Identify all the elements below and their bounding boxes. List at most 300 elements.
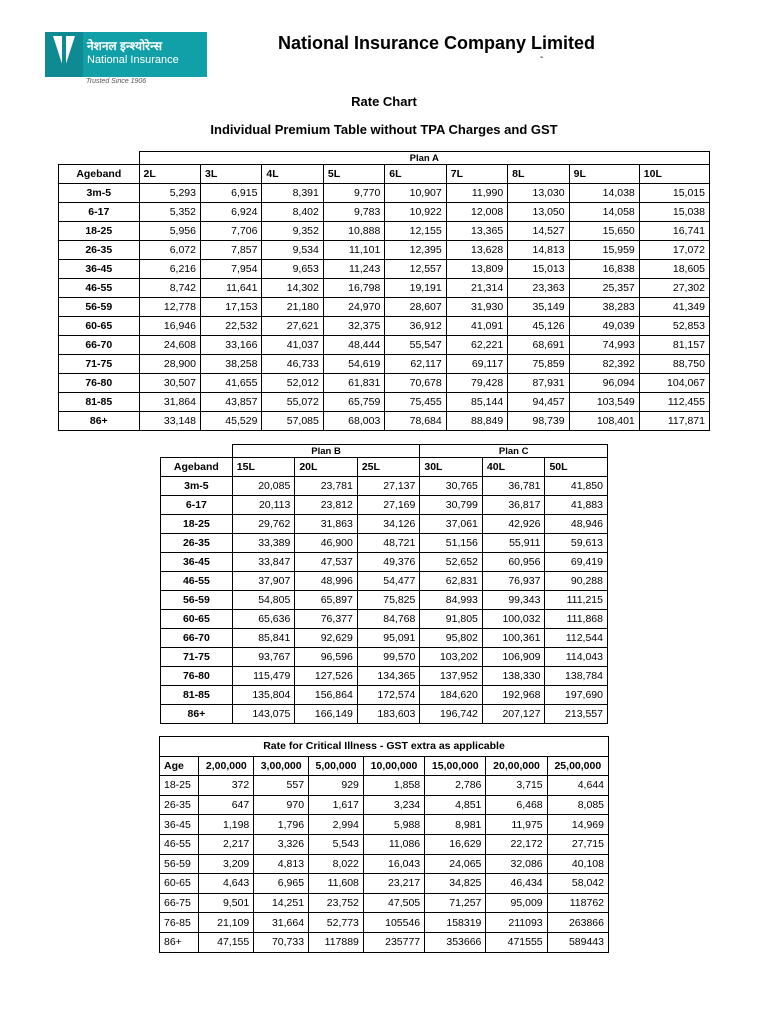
age-cell: 26-35 bbox=[160, 795, 199, 815]
premium-cell: 263866 bbox=[547, 913, 608, 933]
premium-cell: 103,549 bbox=[569, 393, 639, 412]
premium-cell: 98,739 bbox=[508, 412, 569, 431]
premium-cell: 9,534 bbox=[262, 241, 323, 260]
premium-cell: 10,888 bbox=[323, 222, 384, 241]
premium-cell: 557 bbox=[254, 776, 309, 796]
table-row bbox=[161, 629, 608, 648]
table-row bbox=[161, 572, 608, 591]
premium-cell: 14,527 bbox=[508, 222, 569, 241]
premium-cell: 52,652 bbox=[420, 553, 483, 572]
premium-cell: 45,126 bbox=[508, 317, 569, 336]
column-header: 20,00,000 bbox=[486, 756, 547, 776]
premium-cell: 1,796 bbox=[254, 815, 309, 835]
premium-cell: 96,596 bbox=[295, 648, 358, 667]
premium-cell: 19,191 bbox=[385, 279, 446, 298]
premium-cell: 25,357 bbox=[569, 279, 639, 298]
premium-cell: 143,075 bbox=[232, 705, 295, 724]
premium-cell: 87,931 bbox=[508, 374, 569, 393]
premium-cell: 12,395 bbox=[385, 241, 446, 260]
column-header: 20L bbox=[295, 458, 358, 477]
table-row bbox=[59, 203, 710, 222]
table-row bbox=[59, 298, 710, 317]
premium-cell: 118762 bbox=[547, 893, 608, 913]
premium-cell: 166,149 bbox=[295, 705, 358, 724]
premium-cell: 33,148 bbox=[139, 412, 200, 431]
age-cell: 60-65 bbox=[161, 610, 233, 629]
premium-cell: 5,543 bbox=[309, 834, 364, 854]
premium-cell: 105546 bbox=[363, 913, 424, 933]
premium-cell: 96,094 bbox=[569, 374, 639, 393]
premium-cell: 184,620 bbox=[420, 686, 483, 705]
premium-cell: 31,864 bbox=[139, 393, 200, 412]
premium-cell: 103,202 bbox=[420, 648, 483, 667]
premium-cell: 46,434 bbox=[486, 874, 547, 894]
table-row bbox=[161, 648, 608, 667]
premium-cell: 235777 bbox=[363, 932, 424, 952]
premium-cell: 8,022 bbox=[309, 854, 364, 874]
premium-cell: 41,091 bbox=[446, 317, 507, 336]
premium-cell: 16,838 bbox=[569, 260, 639, 279]
premium-cell: 21,180 bbox=[262, 298, 323, 317]
premium-cell: 38,283 bbox=[569, 298, 639, 317]
table-row bbox=[160, 874, 609, 894]
age-cell: 60-65 bbox=[160, 874, 199, 894]
premium-cell: 6,965 bbox=[254, 874, 309, 894]
premium-cell: 57,085 bbox=[262, 412, 323, 431]
premium-cell: 85,144 bbox=[446, 393, 507, 412]
table-row bbox=[161, 667, 608, 686]
premium-cell: 47,537 bbox=[295, 553, 358, 572]
premium-cell: 3,715 bbox=[486, 776, 547, 796]
premium-cell: 5,988 bbox=[363, 815, 424, 835]
premium-cell: 69,419 bbox=[545, 553, 608, 572]
age-cell: 26-35 bbox=[59, 241, 140, 260]
premium-cell: 2,786 bbox=[425, 776, 486, 796]
premium-cell: 76,377 bbox=[295, 610, 358, 629]
premium-cell: 7,706 bbox=[200, 222, 261, 241]
premium-cell: 17,072 bbox=[639, 241, 709, 260]
column-header: 3L bbox=[200, 165, 261, 184]
premium-cell: 8,742 bbox=[139, 279, 200, 298]
age-cell: 76-85 bbox=[160, 913, 199, 933]
premium-cell: 62,117 bbox=[385, 355, 446, 374]
table-row bbox=[160, 932, 609, 952]
premium-cell: 34,825 bbox=[425, 874, 486, 894]
premium-cell: 11,243 bbox=[323, 260, 384, 279]
premium-cell: 3,209 bbox=[199, 854, 254, 874]
premium-cell: 12,557 bbox=[385, 260, 446, 279]
premium-cell: 16,741 bbox=[639, 222, 709, 241]
premium-cell: 23,217 bbox=[363, 874, 424, 894]
premium-cell: 54,477 bbox=[357, 572, 420, 591]
premium-cell: 49,376 bbox=[357, 553, 420, 572]
age-cell: 6-17 bbox=[161, 496, 233, 515]
plan-b-header: Plan B bbox=[232, 445, 420, 458]
premium-cell: 27,169 bbox=[357, 496, 420, 515]
table-row bbox=[59, 412, 710, 431]
table-row bbox=[161, 515, 608, 534]
premium-cell: 38,258 bbox=[200, 355, 261, 374]
premium-cell: 24,608 bbox=[139, 336, 200, 355]
premium-cell: 23,363 bbox=[508, 279, 569, 298]
premium-cell: 14,251 bbox=[254, 893, 309, 913]
age-cell: 81-85 bbox=[161, 686, 233, 705]
age-cell: 86+ bbox=[160, 932, 199, 952]
premium-cell: 65,636 bbox=[232, 610, 295, 629]
age-cell: 56-59 bbox=[160, 854, 199, 874]
premium-cell: 31,664 bbox=[254, 913, 309, 933]
premium-cell: 6,216 bbox=[139, 260, 200, 279]
premium-cell: 192,968 bbox=[482, 686, 545, 705]
age-cell: 18-25 bbox=[161, 515, 233, 534]
age-cell: 3m-5 bbox=[161, 477, 233, 496]
logo-emblem-icon bbox=[45, 32, 83, 77]
table-row bbox=[160, 834, 609, 854]
premium-cell: 196,742 bbox=[420, 705, 483, 724]
plan-a-header: Plan A bbox=[139, 152, 709, 165]
premium-cell: 33,389 bbox=[232, 534, 295, 553]
premium-cell: 58,042 bbox=[547, 874, 608, 894]
table-row bbox=[161, 610, 608, 629]
premium-cell: 213,557 bbox=[545, 705, 608, 724]
premium-cell: 75,825 bbox=[357, 591, 420, 610]
column-header: 6L bbox=[385, 165, 446, 184]
column-header: 2,00,000 bbox=[199, 756, 254, 776]
age-cell: 18-25 bbox=[59, 222, 140, 241]
premium-cell: 36,781 bbox=[482, 477, 545, 496]
age-cell: 26-35 bbox=[161, 534, 233, 553]
column-header: 50L bbox=[545, 458, 608, 477]
column-header: 40L bbox=[482, 458, 545, 477]
premium-cell: 28,900 bbox=[139, 355, 200, 374]
table-row bbox=[161, 534, 608, 553]
premium-cell: 1,198 bbox=[199, 815, 254, 835]
column-header: 10,00,000 bbox=[363, 756, 424, 776]
premium-cell: 84,768 bbox=[357, 610, 420, 629]
premium-cell: 47,155 bbox=[199, 932, 254, 952]
premium-cell: 4,644 bbox=[547, 776, 608, 796]
table-row bbox=[59, 374, 710, 393]
premium-cell: 21,314 bbox=[446, 279, 507, 298]
premium-cell: 158319 bbox=[425, 913, 486, 933]
premium-cell: 1,858 bbox=[363, 776, 424, 796]
premium-cell: 88,849 bbox=[446, 412, 507, 431]
age-cell: 76-80 bbox=[161, 667, 233, 686]
premium-cell: 9,501 bbox=[199, 893, 254, 913]
age-cell: 46-55 bbox=[59, 279, 140, 298]
company-name: National Insurance Company Limited bbox=[278, 33, 596, 53]
table-row bbox=[160, 913, 609, 933]
column-header: 3,00,000 bbox=[254, 756, 309, 776]
table-row bbox=[59, 355, 710, 374]
premium-cell: 14,038 bbox=[569, 184, 639, 203]
premium-cell: 15,650 bbox=[569, 222, 639, 241]
premium-cell: 99,570 bbox=[357, 648, 420, 667]
premium-cell: 90,288 bbox=[545, 572, 608, 591]
premium-cell: 36,817 bbox=[482, 496, 545, 515]
premium-cell: 23,812 bbox=[295, 496, 358, 515]
premium-cell: 100,361 bbox=[482, 629, 545, 648]
premium-cell: 27,137 bbox=[357, 477, 420, 496]
column-header: 15,00,000 bbox=[425, 756, 486, 776]
premium-cell: 183,603 bbox=[357, 705, 420, 724]
premium-cell: 30,507 bbox=[139, 374, 200, 393]
age-cell: 66-75 bbox=[160, 893, 199, 913]
table-row bbox=[59, 279, 710, 298]
premium-cell: 47,505 bbox=[363, 893, 424, 913]
premium-cell: 11,086 bbox=[363, 834, 424, 854]
premium-cell: 48,444 bbox=[323, 336, 384, 355]
premium-cell: 15,015 bbox=[639, 184, 709, 203]
premium-cell: 3,326 bbox=[254, 834, 309, 854]
premium-cell: 43,857 bbox=[200, 393, 261, 412]
premium-cell: 92,629 bbox=[295, 629, 358, 648]
premium-cell: 95,091 bbox=[357, 629, 420, 648]
premium-cell: 41,883 bbox=[545, 496, 608, 515]
premium-cell: 14,058 bbox=[569, 203, 639, 222]
column-header: 5,00,000 bbox=[309, 756, 364, 776]
premium-cell: 6,924 bbox=[200, 203, 261, 222]
premium-cell: 100,032 bbox=[482, 610, 545, 629]
premium-cell: 18,605 bbox=[639, 260, 709, 279]
premium-cell: 27,715 bbox=[547, 834, 608, 854]
table-row bbox=[59, 260, 710, 279]
premium-cell: 99,343 bbox=[482, 591, 545, 610]
premium-cell: 16,043 bbox=[363, 854, 424, 874]
column-header: 30L bbox=[420, 458, 483, 477]
premium-cell: 32,375 bbox=[323, 317, 384, 336]
premium-cell: 55,547 bbox=[385, 336, 446, 355]
premium-cell: 137,952 bbox=[420, 667, 483, 686]
premium-cell: 41,349 bbox=[639, 298, 709, 317]
premium-cell: 372 bbox=[199, 776, 254, 796]
premium-cell: 49,039 bbox=[569, 317, 639, 336]
premium-cell: 54,619 bbox=[323, 355, 384, 374]
age-cell: 76-80 bbox=[59, 374, 140, 393]
premium-cell: 4,851 bbox=[425, 795, 486, 815]
premium-cell: 15,038 bbox=[639, 203, 709, 222]
premium-cell: 30,765 bbox=[420, 477, 483, 496]
premium-cell: 8,402 bbox=[262, 203, 323, 222]
premium-cell: 13,628 bbox=[446, 241, 507, 260]
column-header: 2L bbox=[139, 165, 200, 184]
premium-cell: 76,937 bbox=[482, 572, 545, 591]
premium-cell: 2,994 bbox=[309, 815, 364, 835]
premium-cell: 9,770 bbox=[323, 184, 384, 203]
column-header: 4L bbox=[262, 165, 323, 184]
premium-cell: 27,302 bbox=[639, 279, 709, 298]
premium-cell: 135,804 bbox=[232, 686, 295, 705]
premium-cell: 41,850 bbox=[545, 477, 608, 496]
premium-cell: 52,853 bbox=[639, 317, 709, 336]
premium-cell: 2,217 bbox=[199, 834, 254, 854]
table-row bbox=[160, 893, 609, 913]
premium-cell: 5,956 bbox=[139, 222, 200, 241]
premium-cell: 5,352 bbox=[139, 203, 200, 222]
table-row bbox=[161, 553, 608, 572]
premium-cell: 46,900 bbox=[295, 534, 358, 553]
premium-cell: 70,733 bbox=[254, 932, 309, 952]
premium-cell: 42,926 bbox=[482, 515, 545, 534]
plan-c-header: Plan C bbox=[420, 445, 608, 458]
premium-cell: 37,907 bbox=[232, 572, 295, 591]
age-cell: 71-75 bbox=[161, 648, 233, 667]
premium-cell: 108,401 bbox=[569, 412, 639, 431]
table-row bbox=[161, 477, 608, 496]
premium-cell: 52,012 bbox=[262, 374, 323, 393]
premium-cell: 12,778 bbox=[139, 298, 200, 317]
premium-cell: 6,468 bbox=[486, 795, 547, 815]
table-row bbox=[161, 496, 608, 515]
logo-tagline: Trusted Since 1906 bbox=[86, 78, 147, 85]
logo-english-text: National Insurance bbox=[87, 54, 179, 66]
premium-cell: 970 bbox=[254, 795, 309, 815]
premium-cell: 16,798 bbox=[323, 279, 384, 298]
premium-cell: 929 bbox=[309, 776, 364, 796]
plan-a-table bbox=[58, 151, 710, 431]
premium-cell: 36,912 bbox=[385, 317, 446, 336]
age-cell: 56-59 bbox=[161, 591, 233, 610]
premium-cell: 37,061 bbox=[420, 515, 483, 534]
column-header: 5L bbox=[323, 165, 384, 184]
premium-cell: 112,544 bbox=[545, 629, 608, 648]
national-insurance-logo bbox=[45, 32, 207, 77]
premium-cell: 9,653 bbox=[262, 260, 323, 279]
premium-cell: 45,529 bbox=[200, 412, 261, 431]
premium-cell: 11,608 bbox=[309, 874, 364, 894]
premium-cell: 134,365 bbox=[357, 667, 420, 686]
age-cell: 36-45 bbox=[161, 553, 233, 572]
ageband-header: Ageband bbox=[161, 458, 233, 477]
premium-cell: 11,101 bbox=[323, 241, 384, 260]
premium-cell: 95,802 bbox=[420, 629, 483, 648]
age-cell: 86+ bbox=[59, 412, 140, 431]
premium-cell: 32,086 bbox=[486, 854, 547, 874]
premium-cell: 34,126 bbox=[357, 515, 420, 534]
column-header: 8L bbox=[508, 165, 569, 184]
premium-table-subtitle: Individual Premium Table without TPA Charges and GST bbox=[210, 122, 558, 137]
premium-cell: 11,975 bbox=[486, 815, 547, 835]
premium-cell: 27,621 bbox=[262, 317, 323, 336]
premium-cell: 68,691 bbox=[508, 336, 569, 355]
age-cell: 6-17 bbox=[59, 203, 140, 222]
premium-cell: 75,859 bbox=[508, 355, 569, 374]
ageband-header: Ageband bbox=[59, 165, 140, 184]
premium-cell: 16,946 bbox=[139, 317, 200, 336]
premium-cell: 9,783 bbox=[323, 203, 384, 222]
age-cell: 36-45 bbox=[59, 260, 140, 279]
premium-cell: 41,037 bbox=[262, 336, 323, 355]
table-row bbox=[59, 317, 710, 336]
age-cell: 46-55 bbox=[160, 834, 199, 854]
logo-hindi-text: नेशनल इन्श्योरेन्स bbox=[87, 39, 162, 53]
premium-cell: 24,970 bbox=[323, 298, 384, 317]
premium-cell: 172,574 bbox=[357, 686, 420, 705]
premium-cell: 14,302 bbox=[262, 279, 323, 298]
column-header: 25L bbox=[357, 458, 420, 477]
premium-cell: 30,799 bbox=[420, 496, 483, 515]
premium-cell: 74,993 bbox=[569, 336, 639, 355]
premium-cell: 52,773 bbox=[309, 913, 364, 933]
premium-cell: 82,392 bbox=[569, 355, 639, 374]
premium-cell: 4,813 bbox=[254, 854, 309, 874]
premium-cell: 13,030 bbox=[508, 184, 569, 203]
premium-cell: 10,907 bbox=[385, 184, 446, 203]
premium-cell: 85,841 bbox=[232, 629, 295, 648]
premium-cell: 156,864 bbox=[295, 686, 358, 705]
premium-cell: 48,996 bbox=[295, 572, 358, 591]
premium-cell: 51,156 bbox=[420, 534, 483, 553]
premium-cell: 61,831 bbox=[323, 374, 384, 393]
premium-cell: 211093 bbox=[486, 913, 547, 933]
premium-cell: 79,428 bbox=[446, 374, 507, 393]
premium-cell: 12,008 bbox=[446, 203, 507, 222]
premium-cell: 84,993 bbox=[420, 591, 483, 610]
premium-cell: 94,457 bbox=[508, 393, 569, 412]
premium-cell: 7,954 bbox=[200, 260, 261, 279]
column-header: 7L bbox=[446, 165, 507, 184]
premium-cell: 88,750 bbox=[639, 355, 709, 374]
premium-cell: 13,365 bbox=[446, 222, 507, 241]
premium-cell: 106,909 bbox=[482, 648, 545, 667]
premium-cell: 29,762 bbox=[232, 515, 295, 534]
premium-cell: 22,172 bbox=[486, 834, 547, 854]
premium-cell: 8,391 bbox=[262, 184, 323, 203]
column-header: 10L bbox=[639, 165, 709, 184]
premium-cell: 14,813 bbox=[508, 241, 569, 260]
premium-cell: 1,617 bbox=[309, 795, 364, 815]
premium-cell: 6,072 bbox=[139, 241, 200, 260]
table-row bbox=[161, 686, 608, 705]
age-cell: 3m-5 bbox=[59, 184, 140, 203]
premium-cell: 15,959 bbox=[569, 241, 639, 260]
premium-cell: 127,526 bbox=[295, 667, 358, 686]
table-row bbox=[161, 705, 608, 724]
table-row bbox=[160, 795, 609, 815]
premium-cell: 4,643 bbox=[199, 874, 254, 894]
premium-cell: 471555 bbox=[486, 932, 547, 952]
premium-cell: 40,108 bbox=[547, 854, 608, 874]
table-row bbox=[161, 591, 608, 610]
premium-cell: 197,690 bbox=[545, 686, 608, 705]
premium-cell: 62,831 bbox=[420, 572, 483, 591]
premium-cell: 69,117 bbox=[446, 355, 507, 374]
column-header: 9L bbox=[569, 165, 639, 184]
premium-cell: 41,655 bbox=[200, 374, 261, 393]
age-cell: 66-70 bbox=[161, 629, 233, 648]
premium-cell: 7,857 bbox=[200, 241, 261, 260]
premium-cell: 13,809 bbox=[446, 260, 507, 279]
premium-cell: 21,109 bbox=[199, 913, 254, 933]
premium-cell: 17,153 bbox=[200, 298, 261, 317]
premium-cell: 81,157 bbox=[639, 336, 709, 355]
plan-b-c-table bbox=[160, 444, 608, 724]
premium-cell: 111,215 bbox=[545, 591, 608, 610]
age-cell: 86+ bbox=[161, 705, 233, 724]
table-row bbox=[160, 854, 609, 874]
premium-cell: 60,956 bbox=[482, 553, 545, 572]
premium-cell: 78,684 bbox=[385, 412, 446, 431]
age-header: Age bbox=[160, 756, 199, 776]
age-cell: 81-85 bbox=[59, 393, 140, 412]
premium-cell: 104,067 bbox=[639, 374, 709, 393]
premium-cell: 20,085 bbox=[232, 477, 295, 496]
premium-cell: 33,847 bbox=[232, 553, 295, 572]
premium-cell: 54,805 bbox=[232, 591, 295, 610]
premium-cell: 647 bbox=[199, 795, 254, 815]
premium-cell: 46,733 bbox=[262, 355, 323, 374]
age-cell: 66-70 bbox=[59, 336, 140, 355]
